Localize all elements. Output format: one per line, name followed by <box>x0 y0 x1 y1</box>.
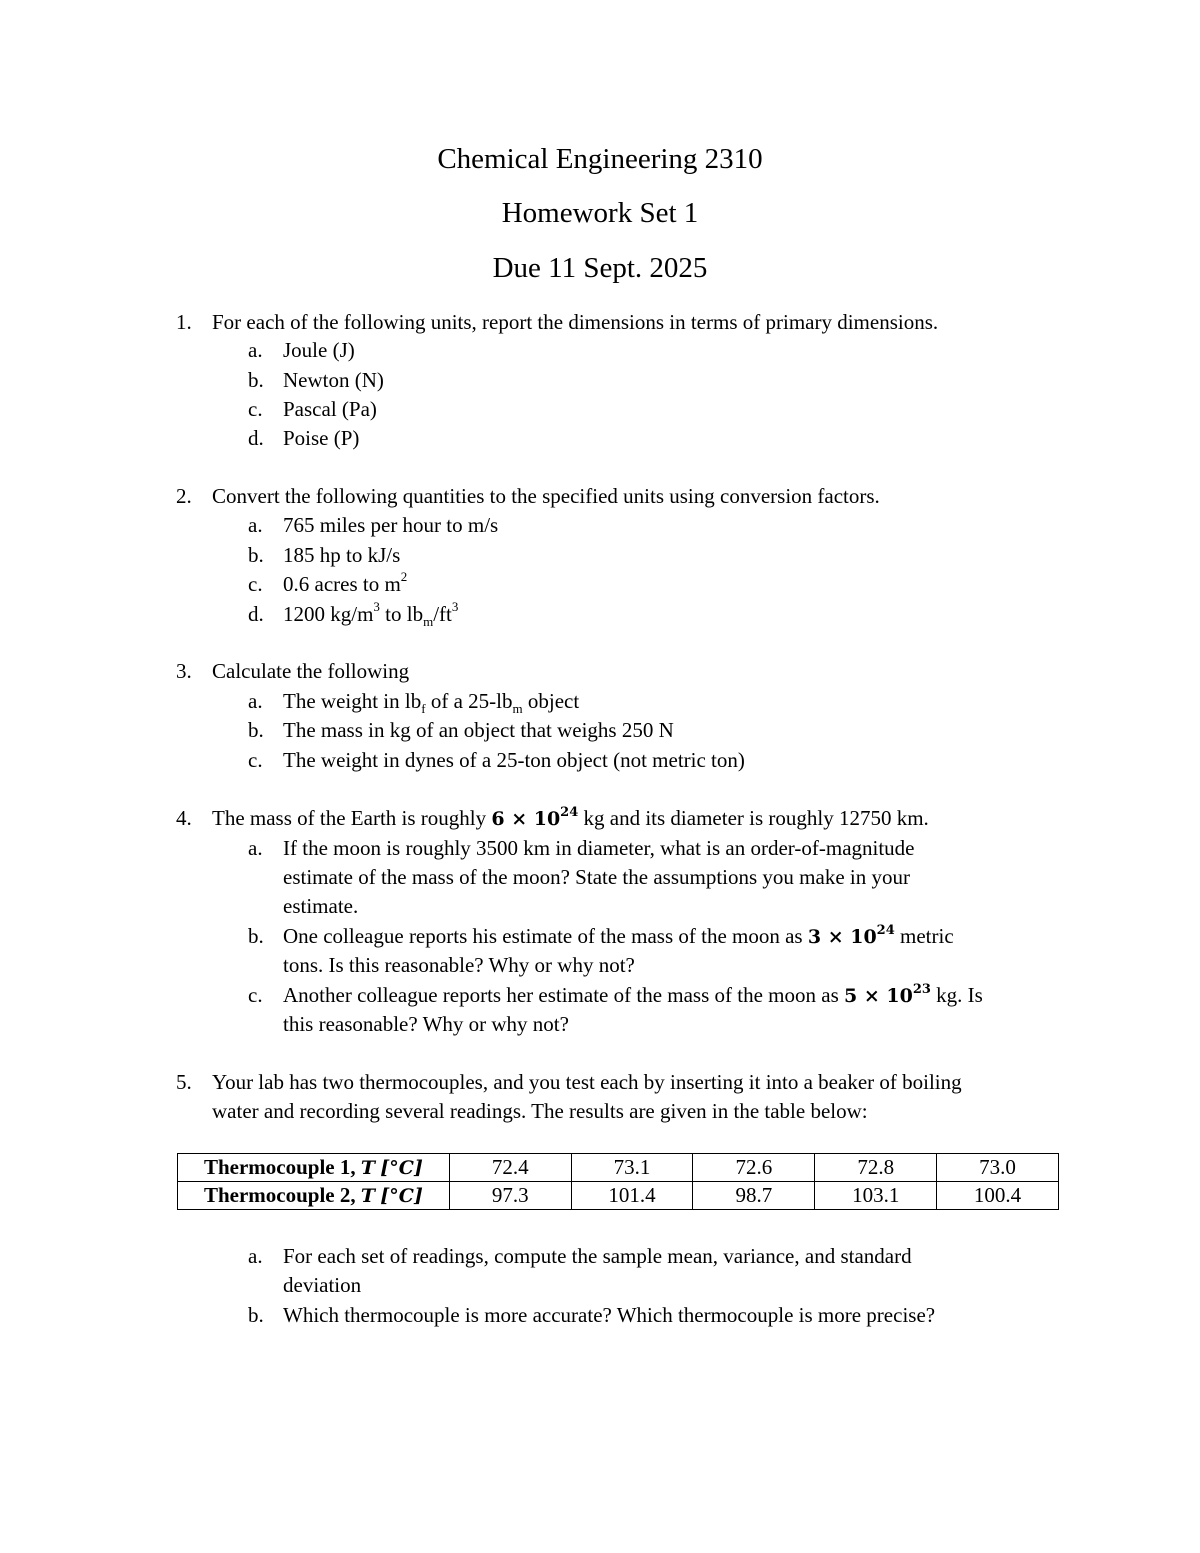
q2-number: 2. <box>176 484 192 508</box>
q3a-text-pre: The weight in lb <box>283 689 422 713</box>
q4b-line-2: tons. Is this reasonable? Why or why not? <box>283 953 635 977</box>
table-row <box>178 1154 1059 1182</box>
table-cell: 73.0 <box>937 1154 1059 1182</box>
q5-line-2: water and recording several readings. The results are given in the table below: <box>212 1099 868 1123</box>
q1b-text: Newton (N) <box>283 368 384 392</box>
row-header <box>178 1154 450 1182</box>
q3b-letter: b. <box>248 718 264 742</box>
q2d-text-pre: 1200 kg/m <box>283 602 374 626</box>
q4b-math-exponent: 24 <box>876 922 895 938</box>
q1a-letter: a. <box>248 338 263 362</box>
q4b-text-post: metric <box>894 924 954 948</box>
q4c-line-2: this reasonable? Why or why not? <box>283 1012 569 1036</box>
q3a-letter: a. <box>248 689 263 713</box>
q3b-text: The mass in kg of an object that weighs 250 N <box>283 718 674 742</box>
q4b-letter: b. <box>248 924 264 948</box>
table-cell: 72.6 <box>693 1154 815 1182</box>
q3a-subscript-f: f <box>421 701 426 717</box>
q2c-line <box>283 569 408 596</box>
q4b-math <box>807 922 895 948</box>
homework-set-title: Homework Set 1 <box>501 197 699 229</box>
q5a-line-2: deviation <box>283 1273 362 1297</box>
table-cell: 100.4 <box>937 1182 1059 1210</box>
q4-number: 4. <box>176 806 192 830</box>
q1-number: 1. <box>176 310 192 334</box>
q2d-line <box>283 599 459 630</box>
thermocouple-table <box>177 1153 1059 1210</box>
q2d-exponent-1: 3 <box>373 599 380 614</box>
q1d-letter: d. <box>248 426 264 450</box>
table-cell: 103.1 <box>815 1182 937 1210</box>
q2d-exponent-2: 3 <box>451 599 459 614</box>
table-cell: 101.4 <box>571 1182 693 1210</box>
q4a-line-1: If the moon is roughly 3500 km in diameter, what is an order-of-magnitude <box>283 836 915 860</box>
q5-number: 5. <box>176 1070 192 1094</box>
q4a-letter: a. <box>248 836 263 860</box>
q4c-math-base: 5 × 10 <box>844 985 913 1007</box>
q3a-subscript-m: m <box>512 701 523 717</box>
course-title: Chemical Engineering 2310 <box>437 143 763 175</box>
q5b-letter: b. <box>248 1303 264 1327</box>
table-cell: 72.8 <box>815 1154 937 1182</box>
q1c-text: Pascal (Pa) <box>283 397 377 421</box>
q3a-line <box>283 689 580 717</box>
row-variable: T <box>360 1185 375 1207</box>
q3c-text: The weight in dynes of a 25-ton object (not metric ton) <box>283 748 745 772</box>
q4c-text-pre: Another colleague reports her estimate of the mass of the moon as <box>283 983 844 1007</box>
q1c-letter: c. <box>248 397 263 421</box>
q2d-text-mid: to lb <box>379 602 424 626</box>
q4c-text-post: kg. Is <box>930 983 983 1007</box>
q1-text: For each of the following units, report the dimensions in terms of primary dimensions. <box>212 310 939 334</box>
q5b-text: Which thermocouple is more accurate? Which thermocouple is more precise? <box>283 1303 936 1327</box>
row-unit: [°C] <box>380 1157 423 1179</box>
row-unit: [°C] <box>380 1185 423 1207</box>
row-label: Thermocouple 2, <box>203 1183 361 1207</box>
q2a-text: 765 miles per hour to m/s <box>283 513 499 537</box>
row-header <box>178 1182 450 1210</box>
q2a-letter: a. <box>248 513 263 537</box>
q2-text: Convert the following quantities to the specified units using conversion factors. <box>212 484 880 508</box>
table-cell: 73.1 <box>571 1154 693 1182</box>
q1d-text: Poise (P) <box>283 426 360 450</box>
q2d-subscript: m <box>423 614 434 630</box>
q2c-text: 0.6 acres to m <box>283 572 401 596</box>
q2d-text-post: /ft <box>433 602 452 626</box>
q4c-letter: c. <box>248 983 263 1007</box>
q4a-line-3: estimate. <box>283 894 359 918</box>
q2c-letter: c. <box>248 572 263 596</box>
q4-math-base: 6 × 10 <box>491 808 561 830</box>
q3a-text-mid: of a 25-lb <box>425 689 513 713</box>
q2b-text: 185 hp to kJ/s <box>283 543 401 567</box>
q2d-letter: d. <box>248 602 264 626</box>
q3a-text-post: object <box>522 689 580 713</box>
table-cell: 72.4 <box>449 1154 571 1182</box>
table-cell: 97.3 <box>449 1182 571 1210</box>
q5a-line-1: For each set of readings, compute the sample mean, variance, and standard <box>283 1244 912 1268</box>
q4b-math-base: 3 × 10 <box>807 926 877 948</box>
row-variable: T <box>360 1157 375 1179</box>
q3-number: 3. <box>176 659 192 683</box>
q1b-letter: b. <box>248 368 264 392</box>
q3-text: Calculate the following <box>212 659 410 683</box>
q4-text-post: kg and its diameter is roughly 12750 km. <box>578 806 929 830</box>
row-label: Thermocouple 1, <box>203 1155 361 1179</box>
q4-earth-mass-math <box>491 804 579 830</box>
q4-math-exponent: 24 <box>560 804 579 820</box>
q2b-letter: b. <box>248 543 264 567</box>
q4b-line-1 <box>283 922 954 948</box>
q4c-math-exponent: 23 <box>912 981 931 997</box>
q4-text-pre: The mass of the Earth is roughly <box>212 806 492 830</box>
q5-line-1: Your lab has two thermocouples, and you test each by inserting it into a beaker of boiling <box>212 1070 962 1094</box>
table-row <box>178 1182 1059 1210</box>
q2c-exponent: 2 <box>400 569 408 584</box>
q5a-letter: a. <box>248 1244 263 1268</box>
q4-line <box>212 804 929 830</box>
q4b-text-pre: One colleague reports his estimate of the mass of the moon as <box>283 924 808 948</box>
due-date: Due 11 Sept. 2025 <box>492 252 708 284</box>
q4c-math <box>844 981 931 1007</box>
q4c-line-1 <box>283 981 983 1007</box>
q4a-line-2: estimate of the mass of the moon? State the assumptions you make in your <box>283 865 910 889</box>
q3c-letter: c. <box>248 748 263 772</box>
table-cell: 98.7 <box>693 1182 815 1210</box>
q1a-text: Joule (J) <box>283 338 355 362</box>
